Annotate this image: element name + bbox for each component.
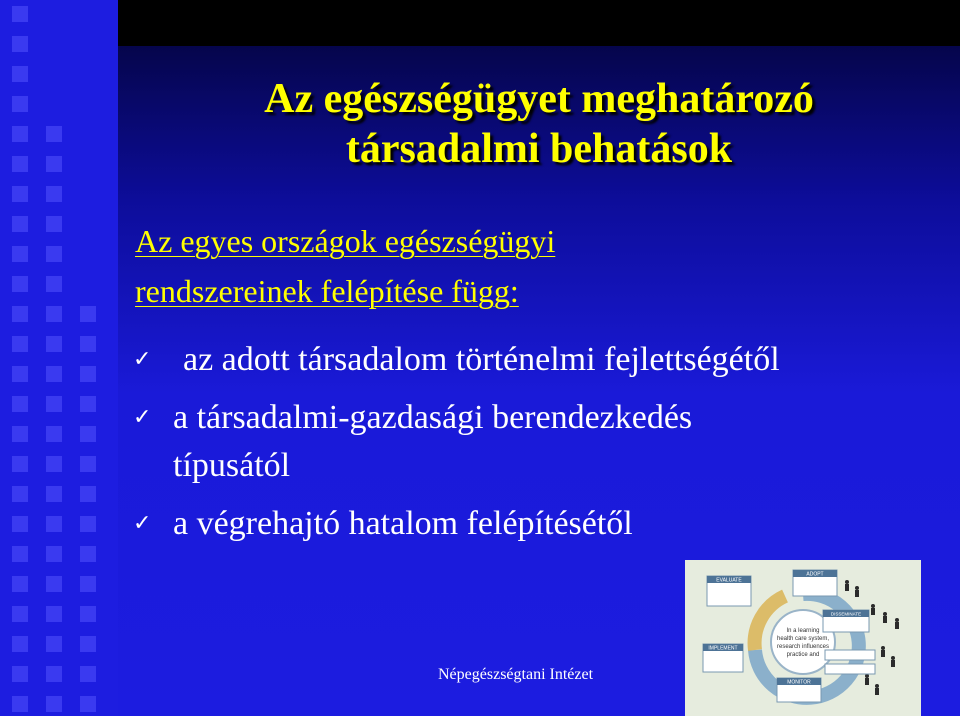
decorative-square	[80, 396, 96, 412]
decorative-square	[46, 366, 62, 382]
decorative-square	[46, 186, 62, 202]
decorative-square	[46, 606, 62, 622]
footer-institute: Népegészségtani Intézet	[438, 666, 594, 683]
bullet-text: a társadalmi-gazdasági berendezkedés	[173, 399, 693, 436]
top-dark-band	[118, 0, 960, 46]
bullet-item	[133, 500, 953, 548]
thumb-center-text: In a learning	[786, 628, 820, 634]
title-line-2: társadalmi behatások	[345, 126, 733, 172]
decorative-square	[12, 636, 28, 652]
decorative-square	[12, 696, 28, 712]
decorative-square	[12, 66, 28, 82]
decorative-square	[46, 216, 62, 232]
decorative-square	[80, 666, 96, 682]
thumb-label-evaluate: EVALUATE	[716, 577, 742, 584]
decorative-square	[80, 426, 96, 442]
decorative-square	[80, 546, 96, 562]
learning-health-system-thumbnail	[685, 560, 921, 716]
check-icon: ✓	[133, 405, 152, 430]
thumb-label-disseminate: DISSEMINATE	[830, 611, 862, 617]
thumb-center-text-4: practice and	[786, 652, 820, 658]
title-line-1: Az egészségügyet meghatározó	[264, 76, 814, 122]
bullet-text: az adott társadalom történelmi fejlettségétől	[183, 341, 780, 378]
decorative-square	[12, 246, 28, 262]
decorative-squares	[8, 0, 118, 716]
thumb-center-text-3: research influences	[776, 644, 830, 650]
decorative-square	[46, 456, 62, 472]
decorative-square	[12, 126, 28, 142]
decorative-square	[12, 276, 28, 292]
decorative-square	[80, 696, 96, 712]
decorative-square	[12, 306, 28, 322]
decorative-square	[46, 156, 62, 172]
thumb-label-adopt: ADOPT	[806, 571, 824, 578]
intro-line-2: rendszereinek felépítése függ:	[135, 273, 519, 309]
decorative-square	[46, 126, 62, 142]
decorative-square	[46, 636, 62, 652]
decorative-square	[12, 456, 28, 472]
decorative-square	[80, 576, 96, 592]
bullet-item	[133, 336, 953, 384]
decorative-square	[46, 576, 62, 592]
check-icon: ✓	[133, 347, 152, 372]
decorative-square	[12, 606, 28, 622]
decorative-square	[46, 546, 62, 562]
decorative-square	[46, 396, 62, 412]
decorative-square	[46, 336, 62, 352]
decorative-square	[12, 336, 28, 352]
decorative-square	[46, 486, 62, 502]
decorative-square	[12, 96, 28, 112]
decorative-square	[12, 6, 28, 22]
decorative-square	[80, 336, 96, 352]
decorative-square	[46, 426, 62, 442]
decorative-square	[46, 516, 62, 532]
check-icon: ✓	[133, 511, 152, 536]
decorative-square	[12, 546, 28, 562]
bullet-text: a végrehajtó hatalom felépítésétől	[173, 505, 633, 542]
bullet-text-continued: típusától	[173, 447, 291, 484]
decorative-square	[12, 426, 28, 442]
decorative-square	[46, 696, 62, 712]
thumb-label-implement: IMPLEMENT	[708, 645, 738, 652]
decorative-square	[80, 306, 96, 322]
slide-title	[118, 74, 960, 174]
decorative-square	[80, 516, 96, 532]
thumb-center-text-2: health care system,	[776, 636, 830, 642]
decorative-square	[80, 606, 96, 622]
decorative-square	[12, 156, 28, 172]
decorative-square	[12, 36, 28, 52]
decorative-square	[80, 456, 96, 472]
decorative-square	[12, 396, 28, 412]
decorative-square	[12, 216, 28, 232]
decorative-square	[46, 276, 62, 292]
intro-text	[135, 216, 555, 316]
decorative-square	[46, 246, 62, 262]
decorative-square	[12, 516, 28, 532]
thumb-label-monitor: MONITOR	[787, 679, 811, 686]
decorative-square	[80, 366, 96, 382]
bullet-item	[133, 394, 953, 490]
decorative-square	[12, 366, 28, 382]
intro-line-1: Az egyes országok egészségügyi	[135, 223, 556, 259]
bullet-list	[133, 336, 953, 558]
decorative-square	[12, 576, 28, 592]
decorative-square	[12, 186, 28, 202]
decorative-square	[46, 666, 62, 682]
decorative-square	[46, 306, 62, 322]
decorative-square	[12, 666, 28, 682]
learning-health-system-diagram-image	[685, 560, 921, 716]
decorative-square	[80, 486, 96, 502]
decorative-square	[80, 636, 96, 652]
decorative-square	[12, 486, 28, 502]
